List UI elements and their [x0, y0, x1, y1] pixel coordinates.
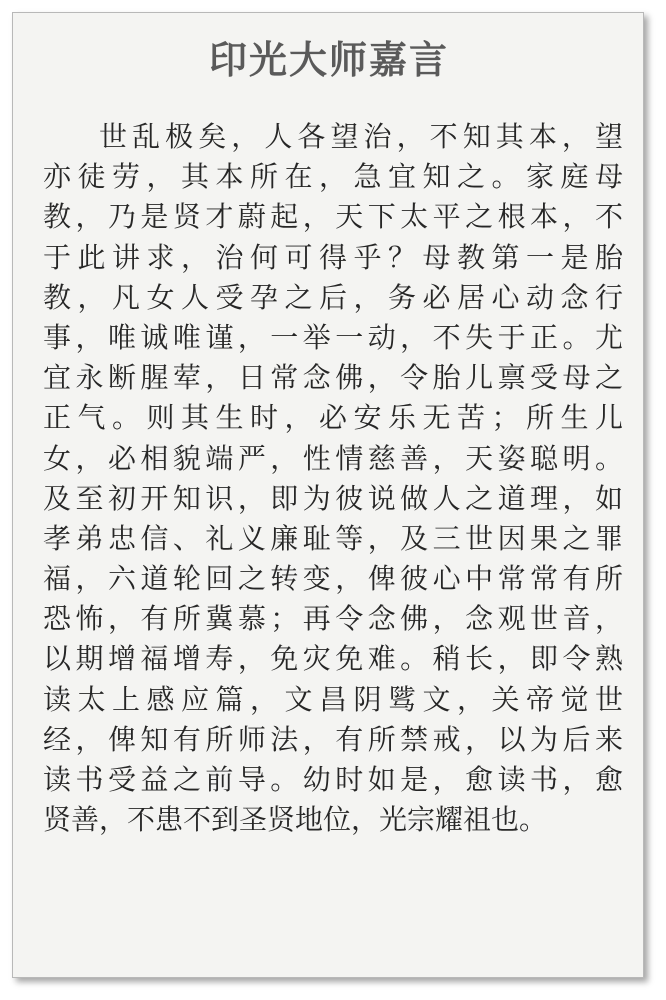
text-line: 宜永断腥荤，日常念佛，令胎儿禀受母之	[43, 361, 623, 395]
text-line: 亦徒劳，其本所在，急宜知之。家庭母	[43, 160, 623, 194]
text-line: 读书受益之前导。幼时如是，愈读书，愈	[43, 763, 623, 796]
quote-body	[43, 117, 623, 840]
quote-card	[12, 12, 644, 978]
page-title: 印光大师嘉言	[208, 38, 449, 82]
text-line: 世乱极矣，人各望治，不知其本，望	[99, 120, 623, 153]
text-line: 于此讲求，治何可得乎？母教第一是胎	[43, 240, 623, 274]
text-line: 及至初开知识，即为彼说做人之道理，如	[43, 481, 623, 515]
text-line: 恐怖，有所冀慕；再令念佛，念观世音，	[43, 602, 623, 636]
text-line: 以期增福增寿，免灾免难。稍长，即令熟	[43, 642, 623, 676]
text-line: 正气。则其生时，必安乐无苦；所生儿	[43, 401, 623, 435]
text-line: 福，六道轮回之转变，俾彼心中常常有所	[43, 562, 623, 596]
text-line: 女，必相貌端严，性情慈善，天姿聪明。	[43, 441, 623, 475]
text-line: 事，唯诚唯谨，一举一动，不失于正。尤	[43, 320, 623, 354]
text-line: 教，乃是贤才蔚起，天下太平之根本，不	[43, 200, 623, 234]
text-line: 经，俾知有所师法，有所禁戒，以为后来	[43, 722, 623, 756]
text-line: 读太上感应篇，文昌阴骘文，关帝觉世	[43, 682, 623, 716]
text-line: 孝弟忠信、礼义廉耻等，及三世因果之罪	[43, 521, 623, 555]
text-line: 贤善，不患不到圣贤地位，光宗耀祖也。	[43, 803, 548, 837]
text-line: 教，凡女人受孕之后，务必居心动念行	[43, 280, 623, 314]
